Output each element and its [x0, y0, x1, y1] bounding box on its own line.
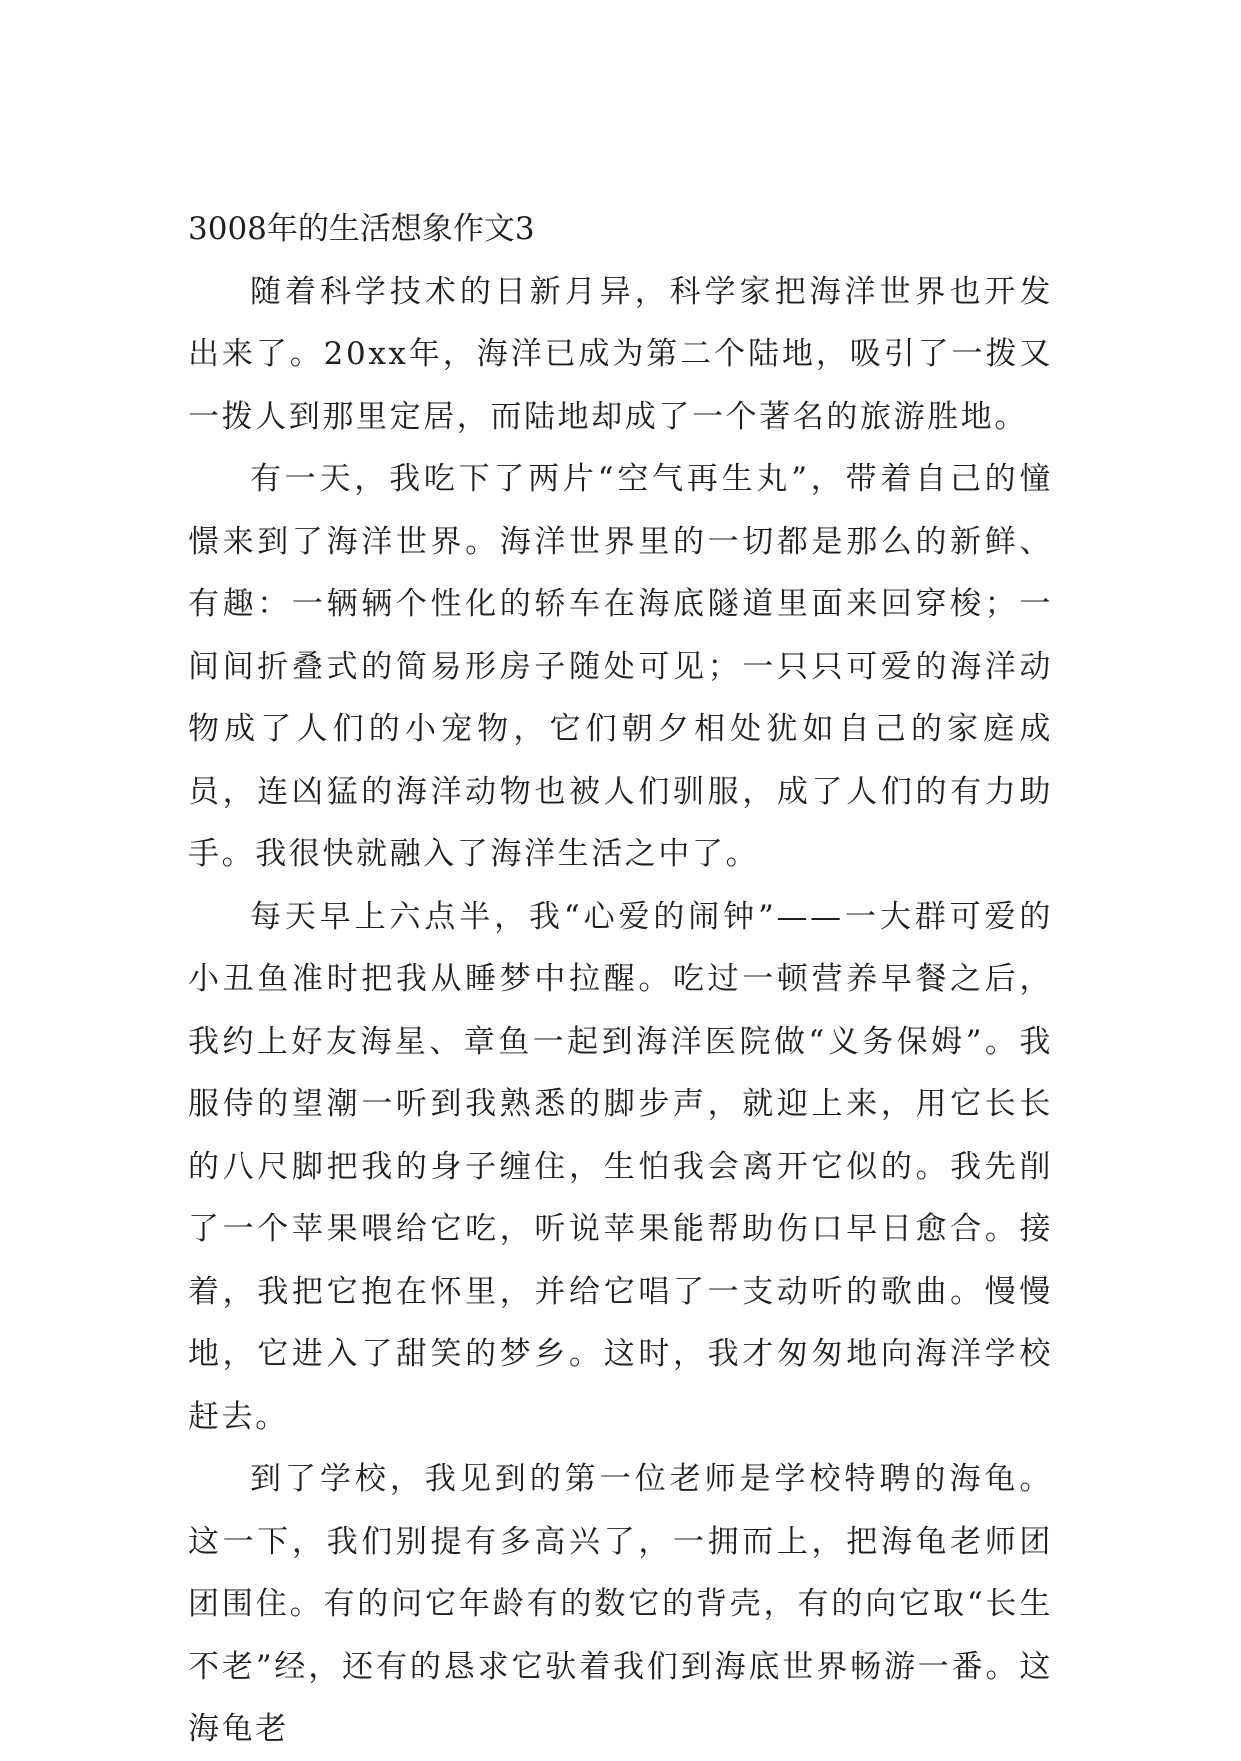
document-body [188, 198, 1053, 1761]
paragraph-3: 每天早上六点半，我“心爱的闹钟”——一大群可爱的小丑鱼准时把我从睡梦中拉醒。吃过一顿营养早餐之后，我约上好友海星、章鱼一起到海洋医院做“义务保姆”。我服侍的望潮一听到我熟悉的脚步声，就迎上来，用它长长的八尺脚把我的身子缠住，生怕我会离开它似的。我先削了一个苹果喂给它吃，听说苹果能帮助伤口早日愈合。接着，我把它抱在怀里，并给它唱了一支动听的歌曲。慢慢地，它进入了甜笑的梦乡。这时，我才匆匆地向海洋学校赶去。 [188, 898, 1053, 1435]
paragraph-1: 随着科学技术的日新月异，科学家把海洋世界也开发出来了。20xx年，海洋已成为第二个陆地，吸引了一拨又一拨人到那里定居，而陆地却成了一个著名的旅游胜地。 [188, 273, 1053, 435]
document-title: 3008年的生活想象作文3 [188, 211, 535, 247]
paragraph-4: 到了学校，我见到的第一位老师是学校特聘的海龟。这一下，我们别提有多高兴了，一拥而上，把海龟老师团团围住。有的问它年龄有的数它的背壳，有的向它取“长生不老”经，还有的恳求它驮着我们到海底世界畅游一番。这海龟老 [188, 1461, 1053, 1747]
paragraph-2: 有一天，我吃下了两片“空气再生丸”，带着自己的憧憬来到了海洋世界。海洋世界里的一切都是那么的新鲜、有趣：一辆辆个性化的轿车在海底隧道里面来回穿梭；一间间折叠式的简易形房子随处可见；一只只可爱的海洋动物成了人们的小宠物，它们朝夕相处犹如自己的家庭成员，连凶猛的海洋动物也被人们驯服，成了人们的有力助手。我很快就融入了海洋生活之中了。 [188, 461, 1053, 872]
